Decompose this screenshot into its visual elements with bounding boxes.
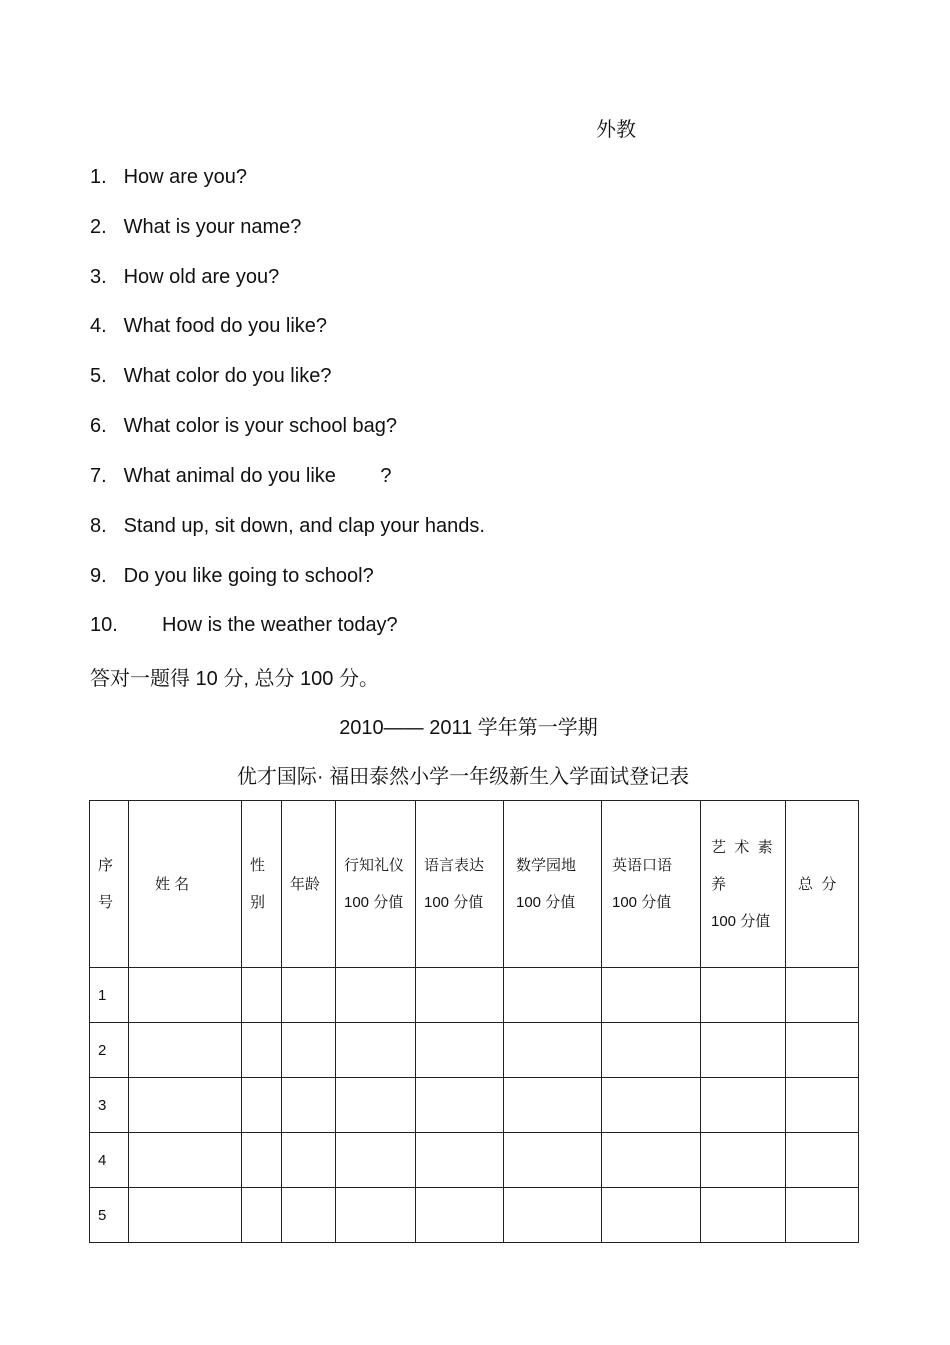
table-header-row	[90, 801, 859, 968]
form-title: 优才国际· 福田泰然小学一年级新生入学面试登记表	[236, 766, 690, 788]
age-cell[interactable]	[282, 1188, 336, 1243]
art-cell[interactable]	[701, 1133, 786, 1188]
age-cell[interactable]	[282, 968, 336, 1023]
header-seq: 序 号	[90, 801, 129, 968]
etiquette-cell[interactable]	[336, 1078, 416, 1133]
art-cell[interactable]	[701, 1078, 786, 1133]
total-cell[interactable]	[786, 968, 859, 1023]
question-item: 4. What food do you like?	[90, 315, 328, 337]
row-number: 3	[90, 1078, 129, 1133]
name-cell[interactable]	[129, 1078, 242, 1133]
age-cell[interactable]	[282, 1133, 336, 1188]
row-number: 1	[90, 968, 129, 1023]
etiquette-cell[interactable]	[336, 1188, 416, 1243]
header-name: 姓 名	[129, 801, 242, 968]
language-cell[interactable]	[416, 1078, 504, 1133]
question-item: 5. What color do you like?	[90, 365, 332, 387]
header-art: 艺 术 素 养 100 分值	[701, 801, 786, 968]
age-cell[interactable]	[282, 1023, 336, 1078]
total-cell[interactable]	[786, 1078, 859, 1133]
gender-cell[interactable]	[242, 968, 282, 1023]
math-cell[interactable]	[504, 1078, 602, 1133]
question-item: 3. How old are you?	[90, 266, 280, 288]
registration-table	[89, 800, 859, 1243]
art-cell[interactable]	[701, 968, 786, 1023]
english-cell[interactable]	[602, 1133, 701, 1188]
header-total: 总 分	[786, 801, 859, 968]
english-cell[interactable]	[602, 1188, 701, 1243]
row-number: 4	[90, 1133, 129, 1188]
table-row	[90, 1078, 859, 1133]
etiquette-cell[interactable]	[336, 1133, 416, 1188]
art-cell[interactable]	[701, 1188, 786, 1243]
name-cell[interactable]	[129, 968, 242, 1023]
etiquette-cell[interactable]	[336, 1023, 416, 1078]
header-language: 语言表达 100 分值	[416, 801, 504, 968]
header-age: 年龄	[282, 801, 336, 968]
language-cell[interactable]	[416, 968, 504, 1023]
total-cell[interactable]	[786, 1188, 859, 1243]
art-cell[interactable]	[701, 1023, 786, 1078]
language-cell[interactable]	[416, 1188, 504, 1243]
name-cell[interactable]	[129, 1023, 242, 1078]
table-row	[90, 968, 859, 1023]
question-item: 10. How is the weather today?	[90, 614, 398, 636]
math-cell[interactable]	[504, 968, 602, 1023]
question-item: 6. What color is your school bag?	[90, 415, 398, 437]
language-cell[interactable]	[416, 1133, 504, 1188]
table-row	[90, 1023, 859, 1078]
name-cell[interactable]	[129, 1133, 242, 1188]
row-number: 5	[90, 1188, 129, 1243]
name-cell[interactable]	[129, 1188, 242, 1243]
gender-cell[interactable]	[242, 1023, 282, 1078]
row-number: 2	[90, 1023, 129, 1078]
total-cell[interactable]	[786, 1023, 859, 1078]
math-cell[interactable]	[504, 1023, 602, 1078]
table-row	[90, 1133, 859, 1188]
english-cell[interactable]	[602, 1078, 701, 1133]
header-math: 数学园地 100 分值	[504, 801, 602, 968]
gender-cell[interactable]	[242, 1078, 282, 1133]
etiquette-cell[interactable]	[336, 968, 416, 1023]
examiner-label: 外教	[596, 119, 636, 141]
english-cell[interactable]	[602, 968, 701, 1023]
language-cell[interactable]	[416, 1023, 504, 1078]
question-item: 8. Stand up, sit down, and clap your hands.	[90, 515, 485, 537]
term-title: 2010—— 2011 学年第一学期	[339, 717, 598, 739]
math-cell[interactable]	[504, 1188, 602, 1243]
scoring-note: 答对一题得 10 分, 总分 100 分。	[90, 668, 379, 690]
question-item: 1. How are you?	[90, 166, 247, 188]
table-row	[90, 1188, 859, 1243]
header-etiquette: 行知礼仪 100 分值	[336, 801, 416, 968]
question-item: 7. What animal do you like ?	[90, 465, 392, 487]
question-item: 2. What is your name?	[90, 216, 302, 238]
total-cell[interactable]	[786, 1133, 859, 1188]
gender-cell[interactable]	[242, 1188, 282, 1243]
question-item: 9. Do you like going to school?	[90, 565, 374, 587]
header-english: 英语口语 100 分值	[602, 801, 701, 968]
math-cell[interactable]	[504, 1133, 602, 1188]
english-cell[interactable]	[602, 1023, 701, 1078]
gender-cell[interactable]	[242, 1133, 282, 1188]
age-cell[interactable]	[282, 1078, 336, 1133]
header-gender: 性 别	[242, 801, 282, 968]
